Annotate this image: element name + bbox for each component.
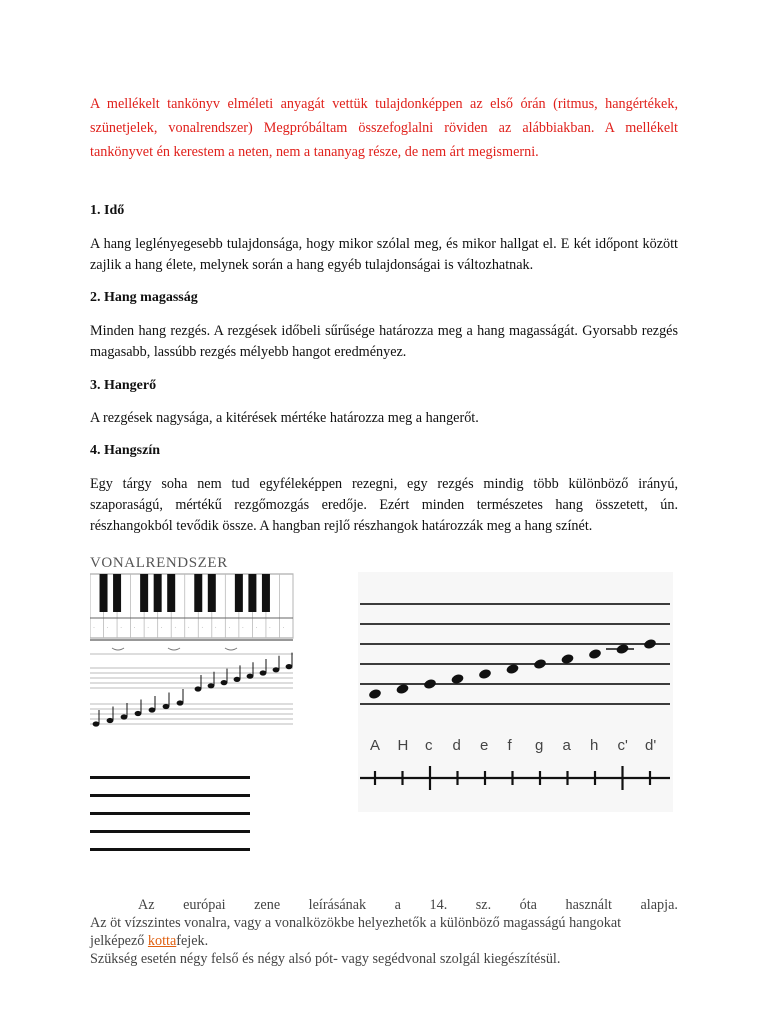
section-heading-hang-magassag: 2. Hang magasság xyxy=(90,290,198,305)
piano-key-label: · xyxy=(174,625,177,631)
left-staff-note xyxy=(93,721,100,726)
section-body-hang-magassag: Minden hang rezgés. A rezgések időbeli sűrűsége határozza meg a hang magasságát. Gyorsabb rezgés magasabb, lassúbb rezgés mélyebb hangot eredményez. xyxy=(90,323,678,360)
bottom-line-1-word: alapja. xyxy=(640,897,678,913)
staff-line-2 xyxy=(90,794,250,797)
note-name-label: h xyxy=(590,737,599,754)
piano-staff-figure xyxy=(90,572,295,732)
piano-black-key xyxy=(167,574,175,612)
section-heading-hangero: 3. Hangerő xyxy=(90,378,157,393)
bottom-line-1-word: 14. xyxy=(429,897,448,913)
bottom-line-1 xyxy=(90,896,678,914)
note-name-label: a xyxy=(562,737,571,754)
left-staff-note xyxy=(195,686,202,691)
left-staff-note xyxy=(163,704,170,709)
bottom-line-1-word: a xyxy=(394,897,401,913)
bottom-paragraph xyxy=(90,896,678,968)
staff-line-5 xyxy=(90,848,250,851)
left-staff-note xyxy=(208,683,215,688)
section-heading-hangszin: 4. Hangszín xyxy=(90,443,161,458)
piano-black-key xyxy=(248,574,256,612)
intro-paragraph: A mellékelt tankönyv elméleti anyagát vettük tulajdonképpen az első órán (ritmus, hangértékek, szünetjelek, vonalrendszer) Megpróbáltam összefoglalni röviden az alábbiakban. A mellékelt tankönyvet én kerestem a neten, nem a tananyag része, de nem árt megismerni. xyxy=(90,96,678,160)
piano-black-key xyxy=(235,574,243,612)
left-staff-note xyxy=(247,674,254,679)
note-name-label: c xyxy=(425,737,433,754)
bottom-line-2: Az öt vízszintes vonalra, vagy a vonalközökbe helyezhetők a különböző magasságú hangokat xyxy=(90,915,622,931)
piano-key-label: · xyxy=(160,625,163,631)
note-name-label: e xyxy=(480,737,489,754)
piano-key-label: · xyxy=(228,625,231,631)
piano-black-key xyxy=(194,574,202,612)
left-staff-note xyxy=(107,718,114,723)
staff-line-3 xyxy=(90,812,250,815)
left-staff-note xyxy=(286,664,293,669)
note-name-label: d' xyxy=(645,737,657,754)
piano-key-label: · xyxy=(147,625,150,631)
piano-black-key xyxy=(113,574,121,612)
left-staff-note xyxy=(260,670,267,675)
note-names-figure xyxy=(358,572,673,812)
vonalrendszer-title: VONALRENDSZER xyxy=(90,555,228,571)
bottom-line-1-word: európai xyxy=(183,897,226,913)
left-staff-note xyxy=(121,714,128,719)
note-name-label: c' xyxy=(617,737,628,754)
left-staff-note xyxy=(177,700,184,705)
bottom-line-1-word: használt xyxy=(565,897,612,913)
piano-key-label: · xyxy=(282,625,285,631)
bottom-line-1-word: leírásának xyxy=(308,897,367,913)
piano-key-label: · xyxy=(93,625,95,631)
piano-black-key xyxy=(154,574,162,612)
note-name-label: g xyxy=(535,737,544,754)
note-name-label: H xyxy=(397,737,409,754)
left-staff-note xyxy=(273,667,280,672)
piano-key-label: · xyxy=(241,625,244,631)
bottom-line-3-pre: jelképező xyxy=(90,933,148,949)
bottom-line-1-word: óta xyxy=(519,897,537,913)
section-body-ido: A hang leglényegesebb tulajdonsága, hogy mikor szólal meg, és mikor hallgat el. E két időpont között zajlik a hang élete, melynek során a hang egyéb tulajdonságai is változhatnak. xyxy=(90,236,678,273)
piano-black-key xyxy=(208,574,216,612)
kotta-link[interactable]: kotta xyxy=(147,933,177,949)
bottom-line-1-word: Az xyxy=(138,897,155,913)
left-staff-note xyxy=(234,677,241,682)
piano-key-label: · xyxy=(106,625,109,631)
bottom-line-3-post: fejek. xyxy=(176,933,209,949)
bottom-line-1-word: zene xyxy=(254,897,281,913)
piano-key-label: · xyxy=(255,625,258,631)
section-body-hangero: A rezgések nagysága, a kitérések mértéke határozza meg a hangerőt. xyxy=(90,410,479,426)
bottom-line-4: Szükség esetén négy felső és négy alsó pót- vagy segédvonal szolgál kiegészítésül. xyxy=(90,951,561,967)
section-heading-ido: 1. Idő xyxy=(90,203,125,218)
note-name-label: A xyxy=(370,737,381,754)
piano-key-label: · xyxy=(201,625,204,631)
piano-key-label: · xyxy=(187,625,190,631)
bottom-line-1-word: sz. xyxy=(475,897,492,913)
staff-line-1 xyxy=(90,776,250,779)
left-staff-note xyxy=(135,711,142,716)
note-name-label: f xyxy=(507,737,512,754)
note-name-label: d xyxy=(452,737,461,754)
staff-line-4 xyxy=(90,830,250,833)
piano-key-label: · xyxy=(268,625,271,631)
left-staff-note xyxy=(149,707,156,712)
piano-key-label: · xyxy=(214,625,217,631)
bottom-line-3 xyxy=(90,932,678,950)
left-staff-note xyxy=(221,680,228,685)
piano-black-key xyxy=(100,574,108,612)
piano-key-label: · xyxy=(133,625,136,631)
piano-black-key xyxy=(262,574,270,612)
piano-black-key xyxy=(140,574,148,612)
section-body-hangszin: Egy tárgy soha nem tud egyféleképpen rezegni, egy rezgés mindig több különböző irányú, szaporaságú, mértékű rezgőmozgás eredője. Ezért minden természetes hang összetett, ún. részhangokból tevődik össze. A hangban rejlő részhangok határozzák meg a hang színét. xyxy=(90,476,678,534)
piano-key-label: · xyxy=(120,625,123,631)
